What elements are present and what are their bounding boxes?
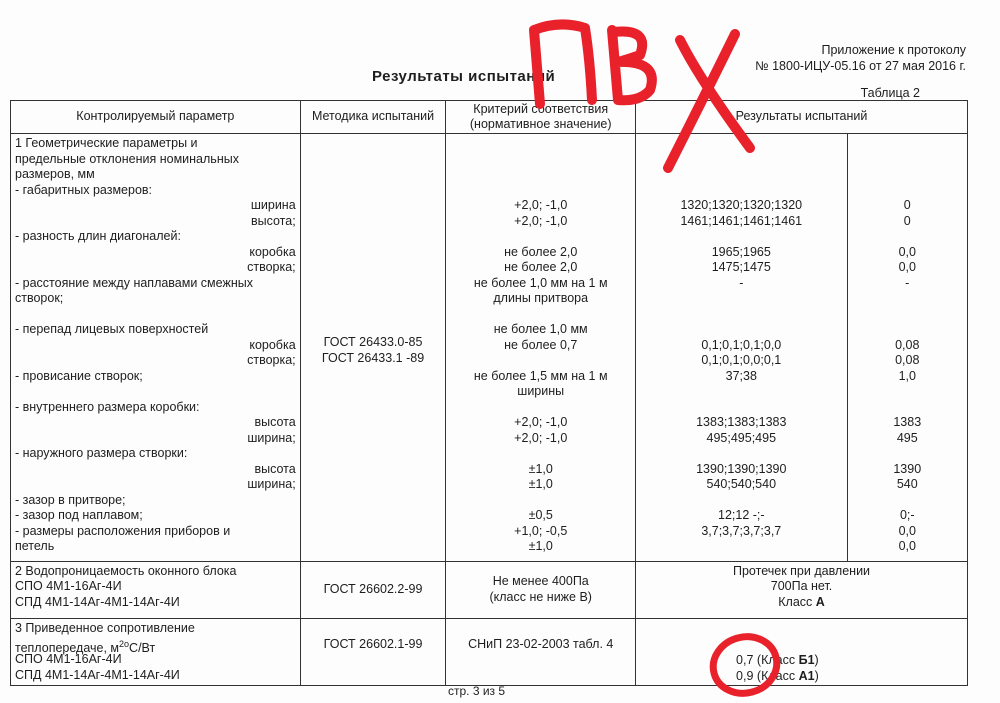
geometry-param-line: - наружного размера створки: xyxy=(15,446,188,460)
geometry-criterion-list xyxy=(450,136,631,555)
geometry-deviation-line xyxy=(852,229,963,245)
water-criterion-1: Не менее 400Па xyxy=(492,574,589,589)
thermal-method: ГОСТ 26602.1-99 xyxy=(300,619,446,686)
geometry-param-line: - зазор в притворе; xyxy=(15,492,126,507)
geometry-criterion-line: не более 1,0 мм xyxy=(493,322,588,336)
geometry-criterion-line xyxy=(450,353,631,369)
geometry-deviation-line xyxy=(852,384,963,400)
geometry-param-line: высота; xyxy=(250,213,296,228)
geometry-param-line: высота xyxy=(254,415,296,429)
geometry-param-line: 1 Геометрические параметры и xyxy=(15,136,198,150)
geometry-measured-line xyxy=(640,229,842,245)
water-method: ГОСТ 26602.2-99 xyxy=(300,561,446,619)
thermal-result-2-prefix: (Класс xyxy=(753,668,799,683)
geometry-criterion-line xyxy=(450,167,631,183)
thermal-result-1-value: 0,7 xyxy=(736,653,754,667)
geometry-param-line: - расстояние между наплавами смежных xyxy=(15,275,253,290)
geometry-param-line: коробка xyxy=(249,244,296,259)
geometry-deviation-line xyxy=(852,493,963,509)
geometry-criterion-line: +1,0; -0,5 xyxy=(514,523,568,538)
thermal-result-2-class: А1 xyxy=(798,668,815,683)
water-criterion-cell xyxy=(446,561,636,619)
thermal-param-3: СПО 4М1-16Аг-4И xyxy=(15,652,122,666)
geometry-criterion-line: ширины xyxy=(517,384,565,398)
geometry-deviation-line: 0,0 xyxy=(898,260,916,274)
geometry-param-line: створка; xyxy=(247,353,296,367)
geometry-criterion-line: ±0,5 xyxy=(528,508,553,522)
table-number: Таблица 2 xyxy=(860,86,920,100)
appendix-note xyxy=(755,42,966,74)
geometry-param-line: коробка xyxy=(249,337,296,352)
geometry-measured-line: 1461;1461;1461;1461 xyxy=(680,213,803,228)
geometry-deviation-line: 1,0 xyxy=(898,368,916,383)
geometry-method-1: ГОСТ 26433.0-85 xyxy=(323,335,423,349)
geometry-deviation-line: 0,0 xyxy=(898,244,916,259)
handwritten-letter-p xyxy=(534,24,592,104)
geometry-param-line: ширина; xyxy=(247,477,296,491)
geometry-criterion-line xyxy=(450,229,631,245)
geometry-measured-line: 37;38 xyxy=(725,368,757,383)
water-param-3: СПД 4М1-14Аг-4М1-14Аг-4И xyxy=(15,594,180,609)
geometry-param-line: - внутреннего размера коробки: xyxy=(15,399,200,414)
geometry-deviation-line xyxy=(852,322,963,338)
geometry-param-line: ширина xyxy=(250,198,296,212)
geometry-deviation-line xyxy=(852,183,963,199)
geometry-deviation-line xyxy=(852,136,963,152)
thermal-result-2-value: 0,9 xyxy=(736,668,754,683)
geometry-param-line: створок; xyxy=(15,291,64,305)
geometry-criterion-line: +2,0; -1,0 xyxy=(514,430,568,445)
geometry-measured-line xyxy=(640,322,842,338)
water-class-prefix: Класс xyxy=(778,594,816,609)
geometry-deviation-line: 1390 xyxy=(893,461,922,476)
thermal-param-4: СПД 4М1-14Аг-4М1-14Аг-4И xyxy=(15,667,180,682)
geometry-measured-line xyxy=(640,167,842,183)
geometry-criterion-line: ±1,0 xyxy=(528,461,553,476)
water-result-3 xyxy=(640,595,963,611)
thermal-param-2-unit: С/Вт xyxy=(129,640,156,655)
thermal-param-2-text: теплопередаче, м xyxy=(15,640,120,655)
table-row-geometry xyxy=(11,134,968,562)
results-table xyxy=(10,100,968,686)
geometry-criterion-line: +2,0; -1,0 xyxy=(514,415,568,429)
thermal-result-cell xyxy=(636,619,968,686)
geometry-deviation-line: 0,0 xyxy=(898,523,916,538)
geometry-measured-line xyxy=(640,307,842,323)
geometry-deviation-line xyxy=(852,152,963,168)
geometry-measured-line xyxy=(640,384,842,400)
geometry-param-line: ширина; xyxy=(247,430,296,445)
geometry-deviation-line xyxy=(852,167,963,183)
geometry-measured-line: 12;12 -;- xyxy=(718,508,765,522)
geometry-criterion-cell xyxy=(446,134,636,562)
geometry-deviation-line: 1383 xyxy=(893,415,922,429)
geometry-param-line: - габаритных размеров: xyxy=(15,182,153,197)
geometry-measured-line xyxy=(640,446,842,462)
geometry-deviation-line: 0 xyxy=(903,213,911,228)
geometry-criterion-line: ±1,0 xyxy=(528,539,553,553)
geometry-deviation-line: 0;- xyxy=(899,508,915,522)
geometry-measured-line xyxy=(640,136,842,152)
water-result-2: 700Па нет. xyxy=(770,579,833,593)
thermal-param-2 xyxy=(15,637,296,653)
geometry-method-2: ГОСТ 26433.1 -89 xyxy=(321,350,425,365)
geometry-measured-line xyxy=(640,539,842,555)
geometry-measured-line: 495;495;495 xyxy=(706,430,777,445)
geometry-measured-line: 1475;1475 xyxy=(711,260,771,274)
geometry-param-line xyxy=(15,384,296,400)
water-result-1: Протечек при давлении xyxy=(733,563,871,578)
geometry-measured-line: 1965;1965 xyxy=(711,244,771,259)
table-header-row xyxy=(11,101,968,134)
geometry-measured-line: 540;540;540 xyxy=(706,477,777,491)
geometry-param-line: - зазор под наплавом; xyxy=(15,508,143,522)
geometry-measured-line xyxy=(640,291,842,307)
geometry-criterion-line xyxy=(450,307,631,323)
geometry-deviation-line xyxy=(852,400,963,416)
geometry-measured-line xyxy=(640,152,842,168)
table-row-thermal xyxy=(11,619,968,686)
geometry-measured-line xyxy=(640,493,842,509)
col-results-header: Результаты испытаний xyxy=(636,101,968,134)
geometry-criterion-line xyxy=(450,136,631,152)
geometry-param-line: предельные отклонения номинальных xyxy=(15,151,239,166)
geometry-criterion-line: не более 1,0 мм на 1 м xyxy=(473,275,608,290)
geometry-param-line: размеров, мм xyxy=(15,167,95,181)
geometry-measured-line: 0,1;0,1;0,1;0,0 xyxy=(701,337,782,352)
water-param-2: СПО 4М1-16Аг-4И xyxy=(15,579,122,593)
handwritten-letter-v xyxy=(612,30,652,100)
geometry-deviation-line: 0,08 xyxy=(895,337,920,352)
col-method-header: Методика испытаний xyxy=(300,101,446,134)
geometry-param-list xyxy=(15,136,296,555)
geometry-param-line xyxy=(15,307,296,323)
thermal-param-cell xyxy=(11,619,301,686)
geometry-param-line: - разность длин диагоналей: xyxy=(15,229,181,243)
geometry-measured-line: 0,1;0,1;0,0;0,1 xyxy=(701,353,782,367)
appendix-line-2: № 1800-ИЦУ-05.16 от 27 мая 2016 г. xyxy=(755,59,966,73)
geometry-criterion-line: не более 0,7 xyxy=(504,337,578,352)
geometry-deviation-line: 0,0 xyxy=(898,539,916,553)
appendix-line-1: Приложение к протоколу xyxy=(821,43,966,57)
geometry-measured-line xyxy=(640,400,842,416)
geometry-param-cell xyxy=(11,134,301,562)
geometry-criterion-line: не более 1,5 мм на 1 м xyxy=(473,368,608,383)
thermal-result-1-prefix: (Класс xyxy=(753,653,799,667)
geometry-criterion-line xyxy=(450,183,631,199)
geometry-deviation-line xyxy=(852,307,963,323)
geometry-param-line: высота xyxy=(254,461,296,476)
thermal-param-1: 3 Приведенное сопротивление xyxy=(15,621,195,635)
thermal-result-1-suffix: ) xyxy=(814,653,819,667)
geometry-criterion-line xyxy=(450,446,631,462)
geometry-criterion-line xyxy=(450,493,631,509)
col-criterion-header: Критерий соответствия (нормативное значение) xyxy=(446,101,636,134)
geometry-deviation-line xyxy=(852,446,963,462)
geometry-method-cell xyxy=(300,134,446,562)
geometry-criterion-line xyxy=(450,400,631,416)
geometry-deviation-line: 0,08 xyxy=(895,353,920,367)
geometry-criterion-line: не более 2,0 xyxy=(504,260,578,274)
geometry-param-line: - размеры расположения приборов и xyxy=(15,523,231,538)
water-class: А xyxy=(815,594,825,609)
geometry-param-line: - перепад лицевых поверхностей xyxy=(15,322,209,336)
geometry-measured-list xyxy=(640,136,842,555)
water-param-1: 2 Водопроницаемость оконного блока xyxy=(15,563,237,578)
thermal-param-2-sup: 2о xyxy=(119,638,130,649)
geometry-measured-line: - xyxy=(739,275,744,290)
table-row-water xyxy=(11,561,968,619)
thermal-result-2-suffix: ) xyxy=(814,668,819,683)
thermal-result-1-class: Б1 xyxy=(798,653,815,667)
geometry-param-line: створка; xyxy=(247,260,296,274)
geometry-measured-line: 3,7;3,7;3,7;3,7 xyxy=(701,523,782,538)
geometry-criterion-line: длины притвора xyxy=(493,291,589,305)
water-result-cell xyxy=(636,561,968,619)
geometry-deviation-list xyxy=(852,136,963,555)
water-criterion-2: (класс не ниже В) xyxy=(489,589,592,604)
geometry-deviation-line: 540 xyxy=(896,477,918,491)
geometry-deviation-cell xyxy=(847,134,967,562)
thermal-criterion: СНиП 23-02-2003 табл. 4 xyxy=(446,619,636,686)
geometry-deviation-line: - xyxy=(905,275,910,290)
geometry-criterion-line xyxy=(450,152,631,168)
geometry-measured-line: 1390;1390;1390 xyxy=(696,461,787,476)
geometry-deviation-line: 495 xyxy=(896,430,918,445)
geometry-deviation-line xyxy=(852,291,963,307)
geometry-measured-line: 1320;1320;1320;1320 xyxy=(680,198,803,212)
geometry-criterion-line: +2,0; -1,0 xyxy=(514,213,568,228)
water-param-cell xyxy=(11,561,301,619)
geometry-param-line: - провисание створок; xyxy=(15,368,143,383)
thermal-result-1 xyxy=(736,653,963,669)
geometry-deviation-line: 0 xyxy=(903,198,911,212)
geometry-criterion-line: +2,0; -1,0 xyxy=(514,198,568,212)
col-param-header: Контролируемый параметр xyxy=(11,101,301,134)
page-title: Результаты испытаний xyxy=(372,68,556,85)
geometry-param-line: петель xyxy=(15,539,55,553)
geometry-criterion-line: не более 2,0 xyxy=(504,244,578,259)
geometry-criterion-line: ±1,0 xyxy=(528,477,553,491)
thermal-result-2 xyxy=(736,669,963,685)
geometry-measured-line xyxy=(640,183,842,199)
page-number: стр. 3 из 5 xyxy=(448,684,506,698)
geometry-measured-cell xyxy=(636,134,847,562)
geometry-measured-line: 1383;1383;1383 xyxy=(696,415,787,429)
